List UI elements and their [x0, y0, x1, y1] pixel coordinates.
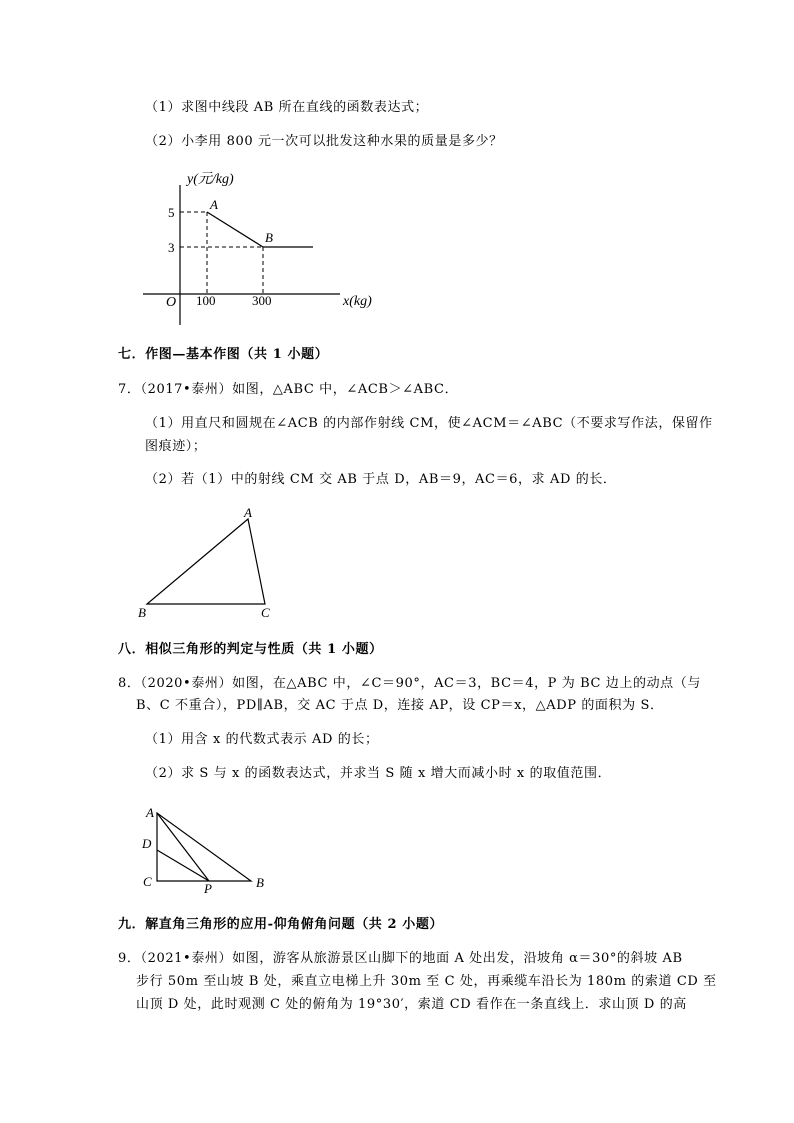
point-b-label: B	[265, 230, 273, 245]
vertex-c-label: C	[143, 874, 152, 889]
q9-line2: 步行 50m 至山坡 B 处，乘直立电梯上升 30m 至 C 处，再乘缆车沿长为 180m 的索道 CD 至	[136, 974, 717, 989]
q7-part2: （2）若（1）中的射线 CM 交 AB 于点 D，AB＝9，AC＝6，求 AD 的长．	[145, 472, 617, 487]
y-axis-label: y(元/kg)	[187, 172, 234, 187]
q8-stem-line2: B、C 不重合），PD∥AB，交 AC 于点 D，连接 AP，设 CP＝x，△ADP 的面积为 S．	[136, 698, 664, 713]
q8-part2: （2）求 S 与 x 的函数表达式，并求当 S 随 x 增大而减小时 x 的取值范围．	[145, 766, 612, 781]
q7-part1-line2: 图痕迹）；	[145, 439, 207, 454]
vertex-b-label: B	[256, 875, 264, 890]
section-7-title: 七．作图—基本作图（共 1 小题）	[118, 347, 329, 362]
vertex-a-label: A	[146, 805, 154, 820]
segment-pd	[157, 850, 209, 881]
section-9-title: 九．解直角三角形的应用-仰角俯角问题（共 2 小题）	[118, 917, 444, 932]
vertex-c-label: C	[261, 605, 270, 620]
y-tick-3: 3	[168, 240, 175, 255]
q8-part1: （1）用含 x 的代数式表示 AD 的长；	[145, 732, 379, 747]
vertex-a-label: A	[244, 505, 252, 520]
origin-label: O	[166, 295, 177, 310]
q9-line1: 9．（2021•泰州）如图，游客从旅游景区山脚下的地面 A 处出发，沿坡角 α＝30°的斜坡 AB	[118, 951, 683, 966]
x-tick-100: 100	[196, 293, 216, 308]
q7-part1-line1: （1）用直尺和圆规在∠ACB 的内部作射线 CM，使∠ACM＝∠ABC（不要求写作法，保留作	[145, 416, 713, 431]
q8-stem-line1: 8．（2020•泰州）如图，在△ABC 中，∠C＝90°，AC＝3，BC＝4，P 为 BC 边上的动点（与	[118, 676, 701, 691]
x-axis-label: x(kg)	[343, 294, 372, 309]
y-tick-5: 5	[168, 205, 175, 220]
q7-stem: 7．（2017•泰州）如图，△ABC 中，∠ACB＞∠ABC．	[118, 382, 459, 397]
point-d-label: D	[142, 836, 152, 851]
x-tick-300: 300	[252, 293, 272, 308]
point-a-label: A	[210, 197, 218, 212]
q6-part1: （1）求图中线段 AB 所在直线的函数表达式；	[145, 100, 429, 115]
q6-part2: （2）小李用 800 元一次可以批发这种水果的质量是多少？	[145, 134, 503, 149]
triangle-abc	[157, 813, 251, 881]
segment-ap	[157, 813, 209, 881]
section-8-title: 八．相似三角形的判定与性质（共 1 小题）	[118, 642, 383, 657]
vertex-b-label: B	[138, 605, 146, 620]
point-p-label: P	[204, 881, 212, 896]
q9-line3: 山顶 D 处，此时观测 C 处的俯角为 19°30′，索道 CD 看作在一条直线上．求山顶 D 的高	[136, 997, 687, 1012]
